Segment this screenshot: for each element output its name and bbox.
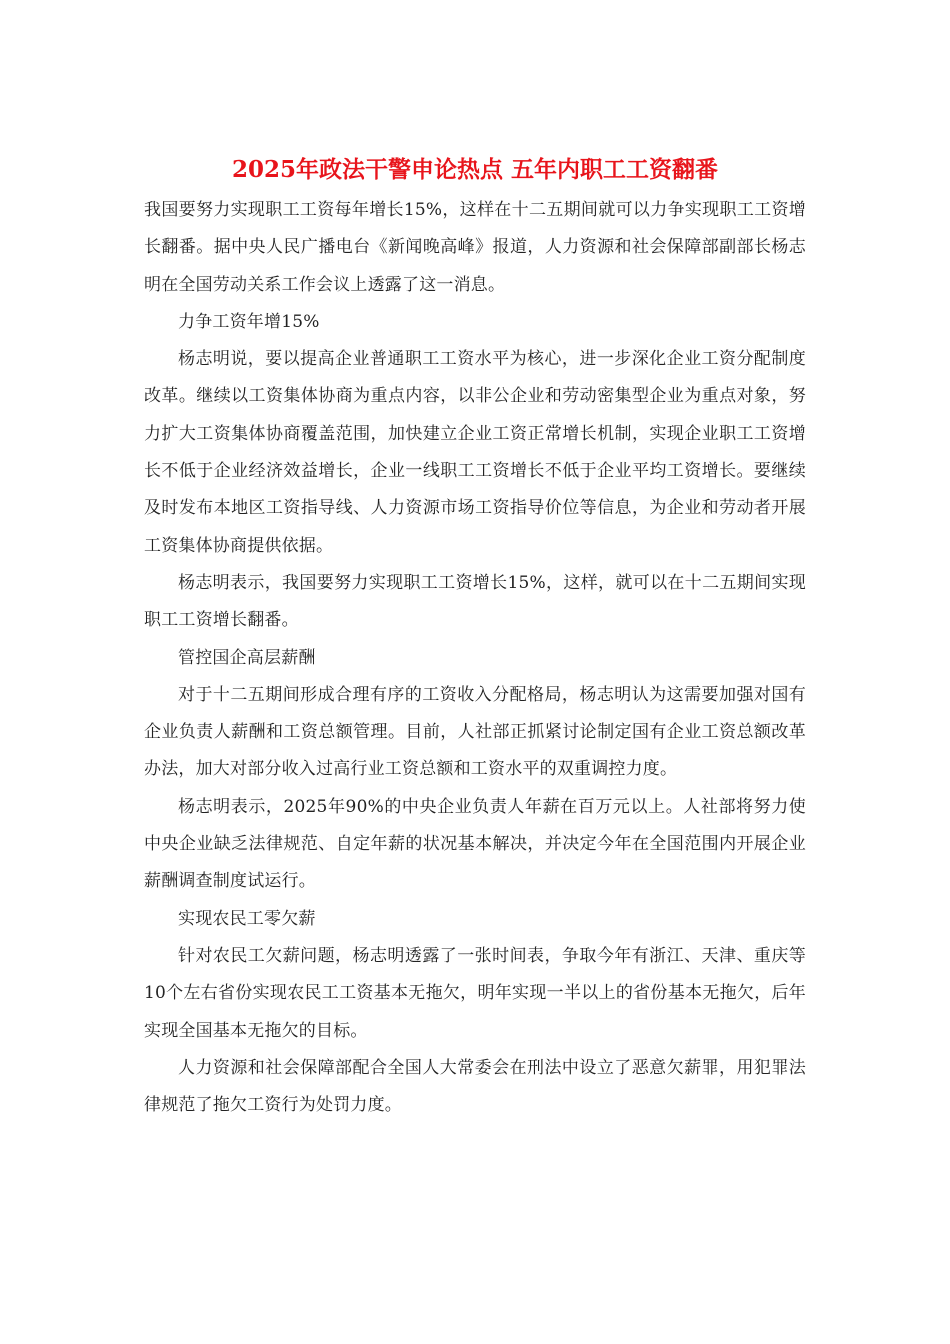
paragraph: 杨志明说，要以提高企业普通职工工资水平为核心，进一步深化企业工资分配制度改革。继续以工资集体协商为重点内容，以非公企业和劳动密集型企业为重点对象，努力扩大工资集体协商覆盖范围，加快建立企业工资正常增长机制，实现企业职工工资增长不低于企业经济效益增长，企业一线职工工资增长不低于企业平均工资增长。要继续及时发布本地区工资指导线、人力资源市场工资指导价位等信息，为企业和劳动者开展工资集体协商提供依据。 [144, 349, 806, 556]
document-title: 2025年政法干警申论热点 五年内职工工资翻番 [231, 156, 719, 183]
paragraph: 杨志明表示，我国要努力实现职工工资增长15%，这样，就可以在十二五期间实现职工工资增长翻番。 [144, 572, 806, 631]
paragraph: 针对农民工欠薪问题，杨志明透露了一张时间表，争取今年有浙江、天津、重庆等10个左右省份实现农民工工资基本无拖欠，明年实现一半以上的省份基本无拖欠，后年实现全国基本无拖欠的目标。 [144, 945, 806, 1041]
section-heading-migrant-wages: 实现农民工零欠薪 [178, 908, 316, 929]
section-heading-soe-pay: 管控国企高层薪酬 [178, 647, 316, 668]
paragraph-intro: 我国要努力实现职工工资每年增长15%，这样在十二五期间就可以力争实现职工工资增长翻番。据中央人民广播电台《新闻晚高峰》报道，人力资源和社会保障部副部长杨志明在全国劳动关系工作会议上透露了这一消息。 [144, 200, 806, 295]
document-page [144, 150, 806, 1124]
paragraph: 对于十二五期间形成合理有序的工资收入分配格局，杨志明认为这需要加强对国有企业负责人薪酬和工资总额管理。目前，人社部正抓紧讨论制定国有企业工资总额改革办法，加大对部分收入过高行业工资总额和工资水平的双重调控力度。 [144, 684, 806, 780]
paragraph: 人力资源和社会保障部配合全国人大常委会在刑法中设立了恶意欠薪罪，用犯罪法律规范了拖欠工资行为处罚力度。 [144, 1057, 806, 1116]
paragraph: 杨志明表示，2025年90%的中央企业负责人年薪在百万元以上。人社部将努力使中央企业缺乏法律规范、自定年薪的状况基本解决，并决定今年在全国范围内开展企业薪酬调查制度试运行。 [144, 796, 806, 892]
section-heading-wage-growth: 力争工资年增15% [178, 311, 320, 332]
